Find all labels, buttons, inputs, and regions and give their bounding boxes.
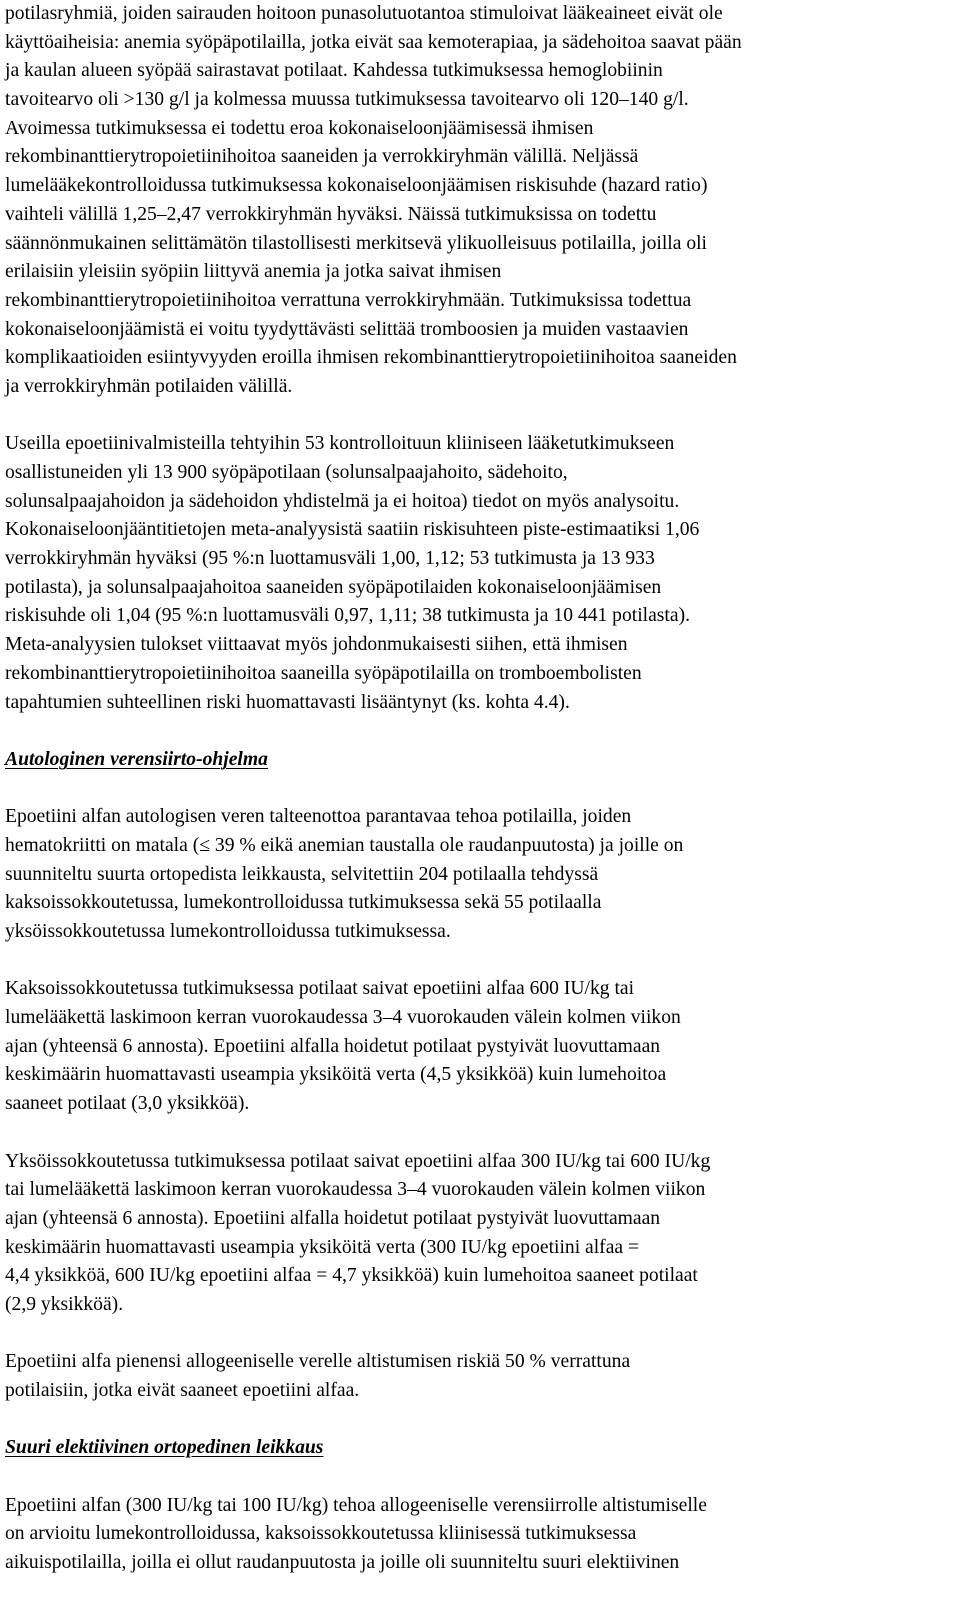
text-line: solunsalpaajahoidon ja sädehoidon yhdistelmä ja ei hoitoa) tiedot on myös analysoitu. <box>5 490 680 512</box>
text-line: kaksoissokkoutetussa, lumekontrolloidussa tutkimuksessa sekä 55 potilaalla <box>5 892 602 914</box>
text-line: Epoetiini alfan autologisen veren talteenottoa parantavaa tehoa potilailla, joiden <box>5 806 632 828</box>
text-line: verrokkiryhmän hyväksi (95 %:n luottamusväli 1,00, 1,12; 53 tutkimusta ja 13 933 <box>5 548 655 570</box>
text-line: potilaisiin, jotka eivät saaneet epoetiini alfaa. <box>5 1380 360 1401</box>
text-line: kokonaiseloonjäämistä ei voitu tyydyttävästi selittää tromboosien ja muiden vastaavien <box>5 318 689 340</box>
paragraph-gap <box>5 1320 955 1349</box>
paragraph-gap <box>5 775 955 804</box>
text-line: vaihteli välillä 1,25–2,47 verrokkiryhmän hyväksi. Näissä tutkimuksissa on todettu <box>5 203 657 225</box>
text-line: ja kaulan alueen syöpää sairastavat potilaat. Kahdessa tutkimuksessa hemoglobiinin <box>5 60 663 82</box>
text-line: Epoetiini alfa pienensi allogeeniselle verelle altistumisen riskiä 50 % verrattuna <box>5 1351 631 1373</box>
text-line: säännönmukainen selittämätön tilastollisesti merkitsevä ylikuolleisuus potilailla, joilla oli <box>5 232 707 254</box>
text-line: tavoitearvo oli >130 g/l ja kolmessa muussa tutkimuksessa tavoitearvo oli 120–140 g/l. <box>5 89 689 111</box>
text-line: 4,4 yksikköä, 600 IU/kg epoetiini alfaa = 4,7 yksikköä) kuin lumehoitoa saaneet potilaat <box>5 1265 698 1287</box>
text-line: Meta-analyysien tulokset viittaavat myös johdonmukaisesti siihen, että ihmisen <box>5 634 628 656</box>
text-line: Avoimessa tutkimuksessa ei todettu eroa kokonaiseloonjäämisessä ihmisen <box>5 117 594 139</box>
text-line: käyttöaiheisia: anemia syöpäpotilailla, jotka eivät saa kemoterapiaa, ja sädehoitoa saavat pään <box>5 31 742 53</box>
text-line: rekombinanttierytropoietiinihoitoa saaneilla syöpäpotilailla on tromboembolisten <box>5 662 642 684</box>
text-line: aikuispotilailla, joilla ei ollut raudanpuutosta ja joille oli suunniteltu suuri elektiivinen <box>5 1552 680 1574</box>
text-line: keskimäärin huomattavasti useampia yksiköitä verta (4,5 yksikköä) kuin lumehoitoa <box>5 1064 667 1086</box>
text-line: saaneet potilaat (3,0 yksikköä). <box>5 1093 250 1115</box>
text-line: lumelääkekontrolloidussa tutkimuksessa kokonaiseloonjäämisen riskisuhde (hazard ratio) <box>5 175 708 197</box>
document-page <box>5 0 955 1578</box>
text-line: Yksöissokkoutetussa tutkimuksessa potilaat saivat epoetiini alfaa 300 IU/kg tai 600 IU/kg <box>5 1150 711 1172</box>
paragraph-gap <box>5 947 955 976</box>
text-line: suunniteltu suurta ortopedista leikkausta, selvitettiin 204 potilaalla tehdyssä <box>5 863 599 885</box>
paragraph-gap <box>5 717 955 746</box>
text-line: Epoetiini alfan (300 IU/kg tai 100 IU/kg) tehoa allogeeniselle verensiirrolle altistumiselle <box>5 1494 707 1516</box>
paragraph-gap <box>5 1406 955 1435</box>
text-line: riskisuhde oli 1,04 (95 %:n luottamusväli 0,97, 1,11; 38 tutkimusta ja 10 441 potilasta). <box>5 605 690 627</box>
paragraph-surgery-intro <box>5 1492 955 1578</box>
paragraph-autologous-intro <box>5 803 955 946</box>
text-line: lumelääkettä laskimoon kerran vuorokaudessa 3–4 vuorokauden välein kolmen viikon <box>5 1007 681 1029</box>
text-line: osallistuneiden yli 13 900 syöpäpotilaan (solunsalpaajahoito, sädehoito, <box>5 462 568 483</box>
text-line: potilasta), ja solunsalpaajahoitoa saaneiden syöpäpotilaiden kokonaiseloonjäämisen <box>5 576 662 598</box>
text-line: rekombinanttierytropoietiinihoitoa saaneiden ja verrokkiryhmän välillä. Neljässä <box>5 146 639 168</box>
paragraph-double-blind <box>5 975 955 1118</box>
text-line: ajan (yhteensä 6 annosta). Epoetiini alfalla hoidetut potilaat pystyivät luovuttamaan <box>5 1207 661 1229</box>
paragraph-meta-analysis <box>5 430 955 717</box>
text-line: ja verrokkiryhmän potilaiden välillä. <box>5 375 293 397</box>
paragraph-gap <box>5 1463 955 1492</box>
paragraph-gap <box>5 1119 955 1148</box>
text-line: komplikaatioiden esiintyvyyden eroilla ihmisen rekombinanttierytropoietiinihoitoa saaneiden <box>5 347 737 369</box>
text-line: potilasryhmiä, joiden sairauden hoitoon punasolutuotantoa stimuloivat lääkeaineet eivät ole <box>5 3 723 24</box>
paragraph-gap <box>5 402 955 431</box>
text-line: erilaisiin yleisiin syöpiin liittyvä anemia ja jotka saivat ihmisen <box>5 261 502 283</box>
text-line: Kokonaiseloonjääntitietojen meta-analyysistä saatiin riskisuhteen piste-estimaatiksi 1,06 <box>5 519 700 541</box>
paragraph-survival-studies <box>5 0 955 402</box>
text-line: keskimäärin huomattavasti useampia yksiköitä verta (300 IU/kg epoetiini alfaa = <box>5 1236 640 1258</box>
text-line: hematokriitti on matala (≤ 39 % eikä anemian taustalla ole raudanpuutosta) ja joille on <box>5 834 684 856</box>
text-line: (2,9 yksikköä). <box>5 1293 124 1315</box>
text-line: on arvioitu lumekontrolloidussa, kaksoissokkoutetussa kliinisessä tutkimuksessa <box>5 1523 637 1545</box>
section-heading-surgery: Suuri elektiivinen ortopedinen leikkaus <box>5 1437 324 1459</box>
text-line: tai lumelääkettä laskimoon kerran vuorokaudessa 3–4 vuorokauden välein kolmen viikon <box>5 1179 706 1201</box>
section-heading-autologous: Autologinen verensiirto-ohjelma <box>5 748 268 770</box>
text-line: Useilla epoetiinivalmisteilla tehtyihin 53 kontrolloituun kliiniseen lääketutkimukseen <box>5 433 675 455</box>
text-line: yksöissokkoutetussa lumekontrolloidussa tutkimuksessa. <box>5 921 451 942</box>
text-line: Kaksoissokkoutetussa tutkimuksessa potilaat saivat epoetiini alfaa 600 IU/kg tai <box>5 978 635 1000</box>
paragraph-risk-reduction <box>5 1348 955 1405</box>
text-line: ajan (yhteensä 6 annosta). Epoetiini alfalla hoidetut potilaat pystyivät luovuttamaan <box>5 1035 661 1057</box>
text-line: tapahtumien suhteellinen riski huomattavasti lisääntynyt (ks. kohta 4.4). <box>5 691 570 713</box>
text-line: rekombinanttierytropoietiinihoitoa verrattuna verrokkiryhmään. Tutkimuksissa todettua <box>5 289 692 311</box>
paragraph-single-blind <box>5 1148 955 1320</box>
